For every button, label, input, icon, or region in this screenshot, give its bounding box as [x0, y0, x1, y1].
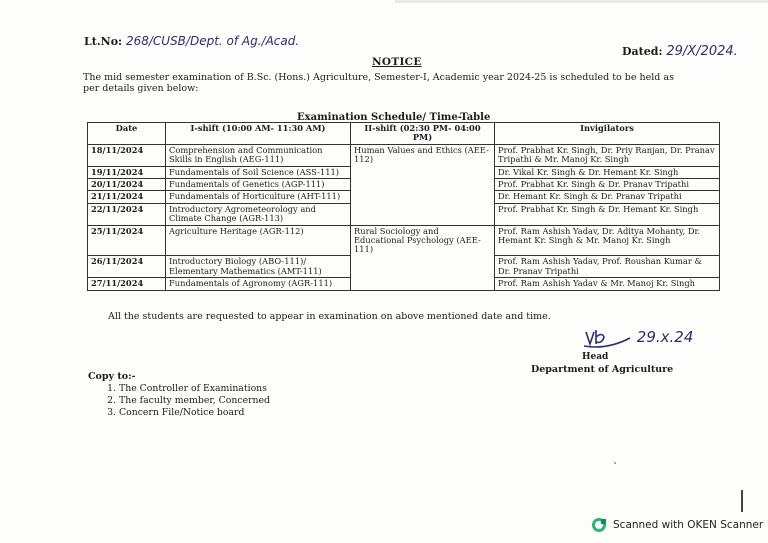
signature-block — [582, 326, 693, 350]
table-row — [88, 179, 720, 191]
date-line — [622, 44, 738, 59]
scanner-text: Scanned with OKEN Scanner — [613, 519, 764, 531]
edge-mark — [741, 490, 743, 512]
table-header-row — [88, 123, 720, 145]
column-header-date: Date — [88, 123, 166, 145]
signature-scribble — [582, 326, 632, 350]
shift1-cell: Agriculture Heritage (AGR-112) — [166, 225, 351, 256]
date-cell: 21/11/2024 — [88, 191, 166, 203]
table-row — [88, 278, 720, 290]
shift1-cell: Introductory Agrometeorology and Climate Change (AGR-113) — [166, 203, 351, 225]
invigilators-cell: Prof. Ram Ashish Yadav, Prof. Roushan Kumar & Dr. Pranav Tripathi — [495, 256, 720, 278]
date-cell: 18/11/2024 — [88, 144, 166, 166]
scanner-logo-icon — [591, 517, 607, 533]
shift2-cell — [351, 166, 495, 178]
date-cell: 22/11/2024 — [88, 203, 166, 225]
scanner-watermark — [591, 517, 763, 533]
date-cell: 19/11/2024 — [88, 166, 166, 178]
table-row — [88, 191, 720, 203]
column-header-shift1: I-shift (10:00 AM- 11:30 AM) — [166, 123, 351, 145]
notice-title: NOTICE — [372, 56, 422, 68]
copy-to-label: Copy to:- — [88, 371, 136, 382]
letter-number — [84, 34, 299, 48]
list-item: 1. The Controller of Examinations — [119, 383, 270, 395]
table-row — [88, 225, 720, 256]
shift1-cell: Fundamentals of Agronomy (AGR-111) — [166, 278, 351, 290]
shift1-cell: Comprehension and Communication Skills in English (AEG-111) — [166, 144, 351, 166]
invigilators-cell: Dr. Vikal Kr. Singh & Dr. Hemant Kr. Singh — [495, 166, 720, 178]
date-cell: 26/11/2024 — [88, 256, 166, 278]
date-label: Dated: — [622, 45, 663, 58]
shift1-cell: Introductory Biology (ABO-111)/ Elementary Mathematics (AMT-111) — [166, 256, 351, 278]
letter-number-label: Lt.No: — [84, 35, 123, 48]
shift2-cell — [351, 191, 495, 203]
shift1-cell: Fundamentals of Horticulture (AHT-111) — [166, 191, 351, 203]
copy-to-list — [84, 383, 270, 419]
shift2-cell — [351, 256, 495, 278]
date-cell: 20/11/2024 — [88, 179, 166, 191]
invigilators-cell: Prof. Ram Ashish Yadav & Mr. Manoj Kr. Singh — [495, 278, 720, 290]
shift1-cell: Fundamentals of Genetics (AGP-111) — [166, 179, 351, 191]
shift2-cell: Human Values and Ethics (AEE-112) — [351, 144, 495, 166]
table-title: Examination Schedule/ Time-Table — [297, 112, 491, 123]
head-label: Head — [582, 352, 609, 362]
letter-number-value: 268/CUSB/Dept. of Ag./Acad. — [125, 34, 300, 48]
invigilators-cell: Prof. Prabhat Kr. Singh & Dr. Hemant Kr. Singh — [495, 203, 720, 225]
shift2-cell: Rural Sociology and Educational Psychology (AEE-111) — [351, 225, 495, 256]
table-row — [88, 144, 720, 166]
list-item: 3. Concern File/Notice board — [119, 407, 270, 419]
list-item: 2. The faculty member, Concerned — [119, 395, 270, 407]
exam-schedule-table — [87, 122, 720, 291]
shift2-cell — [351, 179, 495, 191]
intro-paragraph: The mid semester examination of B.Sc. (Hons.) Agriculture, Semester-I, Academic year 2024-25 is scheduled to be held as per details given below: — [83, 72, 674, 94]
table-row — [88, 256, 720, 278]
invigilators-cell: Prof. Prabhat Kr. Singh & Dr. Pranav Tripathi — [495, 179, 720, 191]
column-header-invigilators: Invigilators — [495, 123, 720, 145]
invigilators-cell: Dr. Hemant Kr. Singh & Dr. Pranav Tripathi — [495, 191, 720, 203]
shift2-cell — [351, 203, 495, 225]
page-top-edge — [395, 0, 768, 3]
signature-date: 29.x.24 — [636, 328, 694, 346]
column-header-shift2: II-shift (02:30 PM- 04:00 PM) — [351, 123, 495, 145]
closing-statement: All the students are requested to appear in examination on above mentioned date and time. — [108, 311, 551, 322]
table-row — [88, 203, 720, 225]
date-cell: 25/11/2024 — [88, 225, 166, 256]
table-row — [88, 166, 720, 178]
department-name: Department of Agriculture — [531, 364, 674, 375]
speck — [614, 462, 616, 464]
shift2-cell — [351, 278, 495, 290]
invigilators-cell: Prof. Prabhat Kr. Singh, Dr. Priy Ranjan, Dr. Pranav Tripathi & Mr. Manoj Kr. Singh — [495, 144, 720, 166]
date-cell: 27/11/2024 — [88, 278, 166, 290]
shift1-cell: Fundamentals of Soil Science (ASS-111) — [166, 166, 351, 178]
date-value: 29/X/2024. — [666, 44, 738, 59]
invigilators-cell: Prof. Ram Ashish Yadav, Dr. Aditya Mohanty, Dr. Hemant Kr. Singh & Mr. Manoj Kr. Singh — [495, 225, 720, 256]
